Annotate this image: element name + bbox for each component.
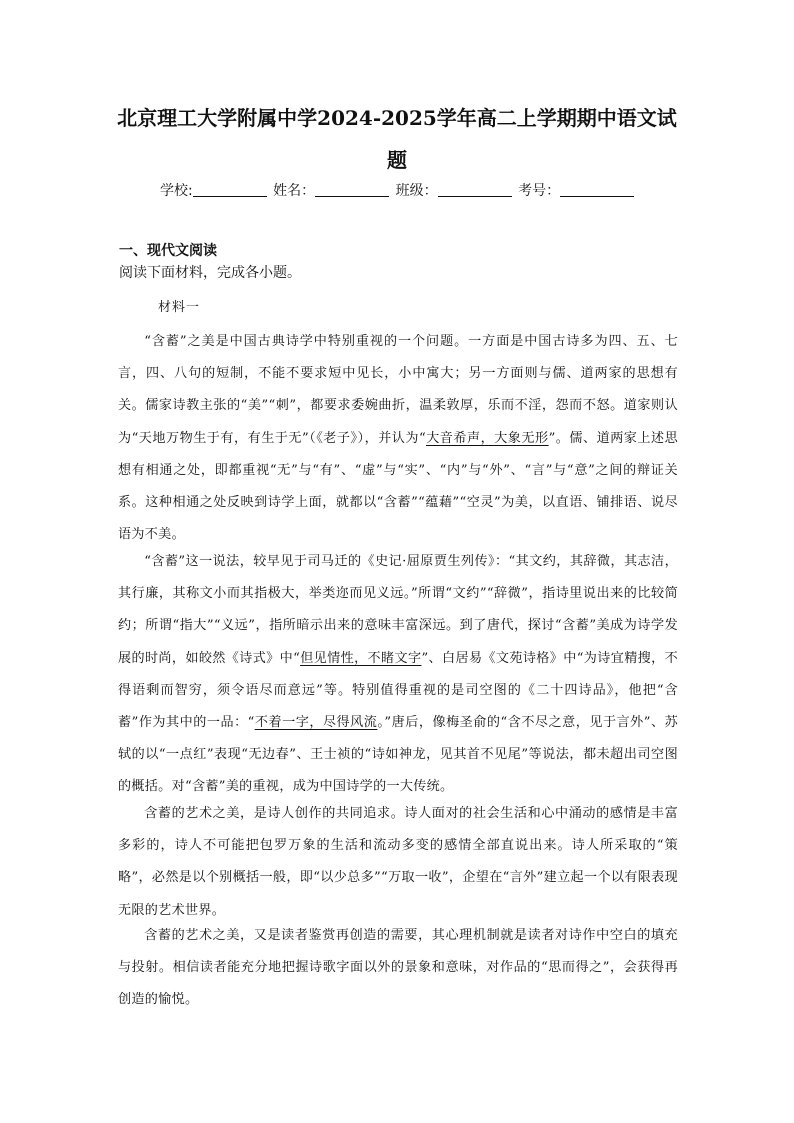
paragraph-3: 含蓄的艺术之美，是诗人创作的共同追求。诗人面对的社会生活和心中涌动的感情是丰富多彩的，诗人不可能把包罗万象的生活和流动多变的感情全部直说出来。诗人所采取的“策略”，必然是以个别概括一般，即“以少总多”“万取一收”，企望在“言外”建立起一个以有限表现无限的艺术世界。 <box>118 806 678 918</box>
paragraph-2-text-b: ”、白居易《文苑诗格》中“为诗宜精搜，不得语剩而智穷，须令语尽而意远”等。特别值得重视的是司空图的《二十四诗品》，他把“含蓄”作为其中的一品：“ <box>118 650 678 731</box>
exam-number-blank[interactable] <box>560 182 634 197</box>
material-label: 材料一 <box>158 300 201 315</box>
class-label: 班级： <box>395 183 438 199</box>
student-info-line <box>160 181 640 201</box>
paragraph-4: 含蓄的艺术之美，又是读者鉴赏再创造的需要，其心理机制就是读者对诗作中空白的填充与投射。相信读者能充分地把握诗歌字面以外的景象和意味，对作品的“思而得之”，会获得再创造的愉悦。 <box>118 928 678 1008</box>
name-label: 姓名： <box>273 183 316 199</box>
school-blank[interactable] <box>193 182 267 197</box>
paragraph-2-text-a: “含蓄”这一说法，较早见于司马迁的《史记·屈原贾生列传》：“其文约，其辞微，其志洁，其行廉，其称文小而其指极大，举类迩而见义远。”所谓“文约”“辞微”，指诗里说出来的比较简约；所谓“指大”“义远”，指所暗示出来的意味丰富深远。到了唐代，探讨“含蓄”美成为诗学发展的时尚，如皎然《诗式》中“ <box>118 554 678 666</box>
underlined-quote-dayin: 大音希声，大象无形 <box>426 430 549 446</box>
paragraph-1 <box>118 326 678 551</box>
underlined-quote-danjian: 但见情性，不睹文字 <box>300 650 422 666</box>
school-label: 学校: <box>160 183 193 199</box>
paragraph-2-text-c: 。”唐后，像梅圣俞的“含不尽之意，见于言外”、苏轼的以“一点红”表现“无边春”、王士祯的“诗如神龙，见其首不见尾”等说法，都未超出司空图的概括。对“含蓄”美的重视，成为中国诗学的一大传统。 <box>118 715 679 795</box>
class-blank[interactable] <box>438 182 512 197</box>
underlined-quote-buzhuo: 不着一字，尽得风流 <box>254 715 378 731</box>
exam-title-line2: 题 <box>387 148 407 172</box>
paragraph-2 <box>118 546 678 804</box>
paragraph-1-text-a: “含蓄”之美是中国古典诗学中特别重视的一个问题。一方面是中国古诗多为四、五、七言，四、八句的短制，不能不要求短中见长，小中寓大；另一方面则与儒、道两家的思想有关。儒家诗教主张的“美”“刺”，都要求委婉曲折，温柔敦厚，乐而不淫，怨而不怒。道家则认为“天地万物生于有，有生于无”（《老子》），并认为“ <box>118 334 678 446</box>
exam-title-line1: 北京理工大学附属中学2024-2025学年高二上学期期中语文试 <box>117 106 677 130</box>
paragraph-1-text-b: ”。儒、道两家上述思想有相通之处，即都重视“无”与“有”、“虚”与“实”、“内”与“外”、“言”与“意”之间的辩证关系。这种相通之处反映到诗学上面，就都以“含蓄”“蕴藉”“空灵”为美，以直语、铺排语、说尽语为不美。 <box>118 430 679 543</box>
section-instruction: 阅读下面材料，完成各小题。 <box>119 265 301 281</box>
name-blank[interactable] <box>315 182 389 197</box>
exam-number-label: 考号： <box>518 183 561 199</box>
section-heading: 一、现代文阅读 <box>119 243 217 259</box>
